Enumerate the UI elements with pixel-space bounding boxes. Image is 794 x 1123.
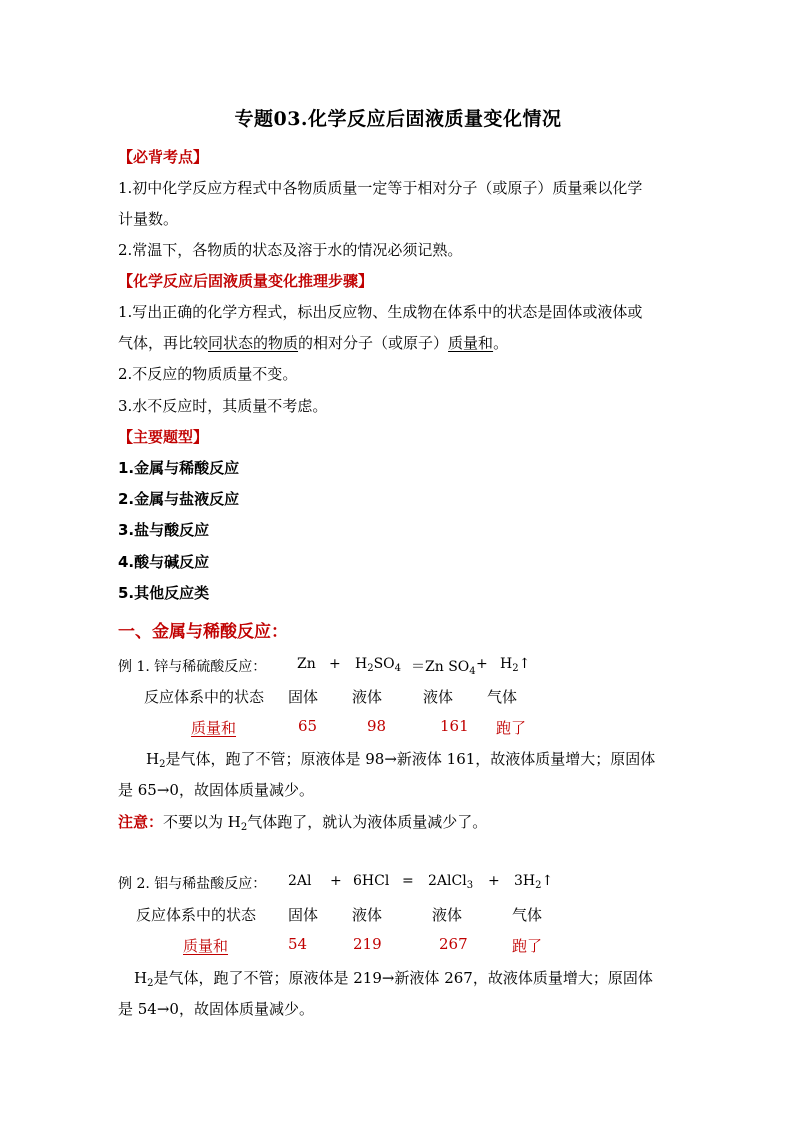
mass: 跑了: [512, 937, 543, 955]
heading-main-types: 【主要题型】: [118, 428, 209, 446]
mass: 65: [298, 717, 318, 735]
heading-reasoning-steps: 【化学反应后固液质量变化推理步骤】: [118, 272, 374, 290]
state: 固体: [288, 906, 319, 924]
explanation: $H_2$是气体，跑了不管；原液体是 98→新液体 161，故液体质量增大；原固体: [146, 750, 656, 770]
state: 液体: [352, 906, 383, 924]
eq2-al: 2Al: [288, 873, 312, 889]
state: 液体: [432, 906, 463, 924]
state: 液体: [423, 688, 454, 706]
paragraph: [118, 332, 508, 353]
eq1-zn: Zn: [297, 656, 316, 672]
note: 注意：不要以为 $H_2$气体跑了，就认为液体质量减少了。: [118, 813, 488, 833]
mass-label: 质量和: [191, 719, 237, 737]
mass: 54: [288, 935, 308, 953]
eq2-plus: +: [488, 873, 500, 889]
eq1-plus: +: [476, 656, 488, 672]
text: 的相对分子（或原子）: [298, 334, 449, 352]
state: 固体: [288, 688, 319, 706]
example-2-label: 例 2. 铝与稀盐酸反应：: [118, 876, 267, 892]
explanation: 是 65→0，故固体质量减少。: [118, 781, 314, 799]
mass-label: 质量和: [183, 937, 229, 955]
state-label: 反应体系中的状态: [136, 906, 257, 924]
eq2-eq: =: [402, 873, 414, 889]
mass: 267: [439, 935, 468, 953]
eq2-alcl3: 2AlCl$_3$: [428, 873, 474, 891]
eq1-plus: +: [329, 656, 341, 672]
list-item: 1.金属与稀酸反应: [118, 459, 240, 477]
state: 气体: [512, 906, 543, 924]
mass: 219: [353, 935, 382, 953]
note-label: 注意：: [118, 813, 164, 831]
paragraph: 1.初中化学反应方程式中各物质质量一定等于相对分子（或原子）质量乘以化学: [118, 179, 643, 197]
page-title: 专题03.化学反应后固液质量变化情况: [234, 108, 562, 130]
list-item: 4.酸与碱反应: [118, 553, 210, 571]
state: 气体: [487, 688, 518, 706]
explanation: $H_2$是气体，跑了不管；原液体是 219→新液体 267，故液体质量增大；原固体: [134, 969, 653, 989]
explanation: 是 54→0，故固体质量减少。: [118, 1000, 314, 1018]
underlined-text: 质量和: [448, 334, 494, 352]
text: 气体，再比较: [118, 334, 209, 352]
state-label: 反应体系中的状态: [144, 688, 265, 706]
paragraph: 计量数。: [118, 210, 179, 228]
section-heading: 一、金属与稀酸反应：: [118, 622, 288, 642]
mass: 98: [367, 717, 387, 735]
paragraph: 2.常温下，各物质的状态及溶于水的情况必须记熟。: [118, 241, 463, 259]
eq2-h2: $3H_2↑$: [514, 873, 554, 891]
eq1-h2so4: $H_2SO_4$: [355, 656, 402, 674]
text: 。: [493, 334, 509, 352]
eq2-hcl: 6HCl: [353, 873, 390, 889]
list-item: 2.金属与盐液反应: [118, 490, 240, 508]
paragraph: 3.水不反应时，其质量不考虑。: [118, 397, 328, 415]
paragraph: 1.写出正确的化学方程式，标出反应物、生成物在体系中的状态是固体或液体或: [118, 303, 643, 321]
mass: 161: [440, 717, 469, 735]
eq1-h2: $H_2↑$: [500, 656, 531, 674]
example-1-label: 例 1. 锌与稀硫酸反应：: [118, 659, 267, 675]
eq1-znso4: ＝Zn $SO_4$: [411, 659, 476, 677]
underlined-text: 同状态的物质: [208, 334, 299, 352]
eq2-plus: +: [330, 873, 342, 889]
paragraph: 2.不反应的物质质量不变。: [118, 365, 298, 383]
list-item: 3.盐与酸反应: [118, 521, 210, 539]
mass: 跑了: [496, 719, 527, 737]
heading-must-remember: 【必背考点】: [118, 148, 209, 166]
list-item: 5.其他反应类: [118, 584, 210, 602]
state: 液体: [352, 688, 383, 706]
